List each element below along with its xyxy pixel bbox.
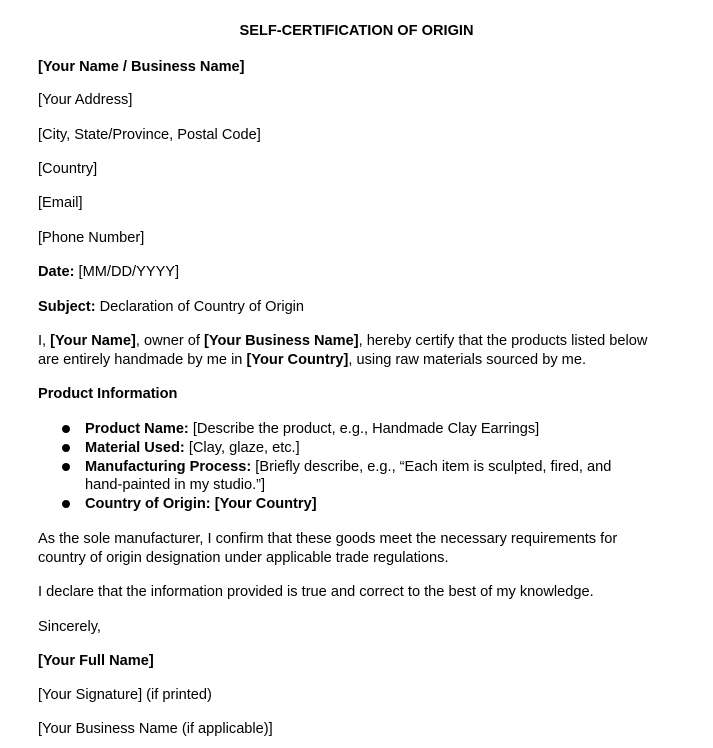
intro-text: , using raw materials sourced by me. xyxy=(348,352,587,368)
declaration: I declare that the information provided is true and correct to the best of my knowledge. xyxy=(38,584,594,600)
subject-value: Declaration of Country of Origin xyxy=(95,299,305,315)
sender-name: [Your Name / Business Name] xyxy=(38,59,245,75)
intro-line-1 xyxy=(38,332,647,351)
intro-business: [Your Business Name] xyxy=(204,333,359,349)
bullet-icon xyxy=(62,425,70,433)
sender-phone: [Phone Number] xyxy=(38,230,145,246)
date-value: [MM/DD/YYYY] xyxy=(74,264,180,280)
closing: Sincerely, xyxy=(38,619,101,635)
item-label: Product Name: xyxy=(85,421,189,437)
sender-email: [Email] xyxy=(38,195,83,211)
intro-text: , hereby certify that the products listed below xyxy=(358,333,648,349)
list-item xyxy=(85,495,317,514)
bullet-icon xyxy=(62,463,70,471)
item-label: Manufacturing Process: xyxy=(85,459,252,475)
signoff-signature: [Your Signature] (if printed) xyxy=(38,687,212,703)
signoff-name: [Your Full Name] xyxy=(38,653,154,669)
intro-name: [Your Name] xyxy=(50,333,136,349)
confirm-line-1: As the sole manufacturer, I confirm that these goods meet the necessary requirements for xyxy=(38,531,618,547)
intro-text: are entirely handmade by me in xyxy=(38,352,247,368)
date-label: Date: xyxy=(38,264,75,280)
bullet-icon xyxy=(62,500,70,508)
item-label: Country of Origin: [Your Country] xyxy=(85,496,317,512)
sender-city: [City, State/Province, Postal Code] xyxy=(38,127,261,143)
sender-address: [Your Address] xyxy=(38,92,133,108)
list-item xyxy=(85,439,300,458)
sender-country: [Country] xyxy=(38,161,98,177)
bullet-icon xyxy=(62,444,70,452)
intro-country: [Your Country] xyxy=(246,352,349,368)
confirm-line-2: country of origin designation under applicable trade regulations. xyxy=(38,550,449,566)
list-item xyxy=(85,420,539,439)
intro-line-2 xyxy=(38,351,586,370)
subject-line xyxy=(38,298,304,317)
document-title: SELF-CERTIFICATION OF ORIGIN xyxy=(239,23,474,39)
item-value: [Clay, glaze, etc.] xyxy=(184,440,300,456)
intro-text: , owner of xyxy=(135,333,204,349)
product-heading: Product Information xyxy=(38,386,178,402)
subject-label: Subject: xyxy=(38,299,96,315)
intro-text: I, xyxy=(38,333,51,349)
item-label: Material Used: xyxy=(85,440,185,456)
signoff-business: [Your Business Name (if applicable)] xyxy=(38,721,273,737)
list-item xyxy=(85,458,611,477)
item-value: [Describe the product, e.g., Handmade Clay Earrings] xyxy=(188,421,540,437)
item-value: [Briefly describe, e.g., “Each item is sculpted, fired, and xyxy=(251,459,612,475)
date-line xyxy=(38,263,179,282)
list-item-continuation: hand-painted in my studio.”] xyxy=(85,477,266,493)
